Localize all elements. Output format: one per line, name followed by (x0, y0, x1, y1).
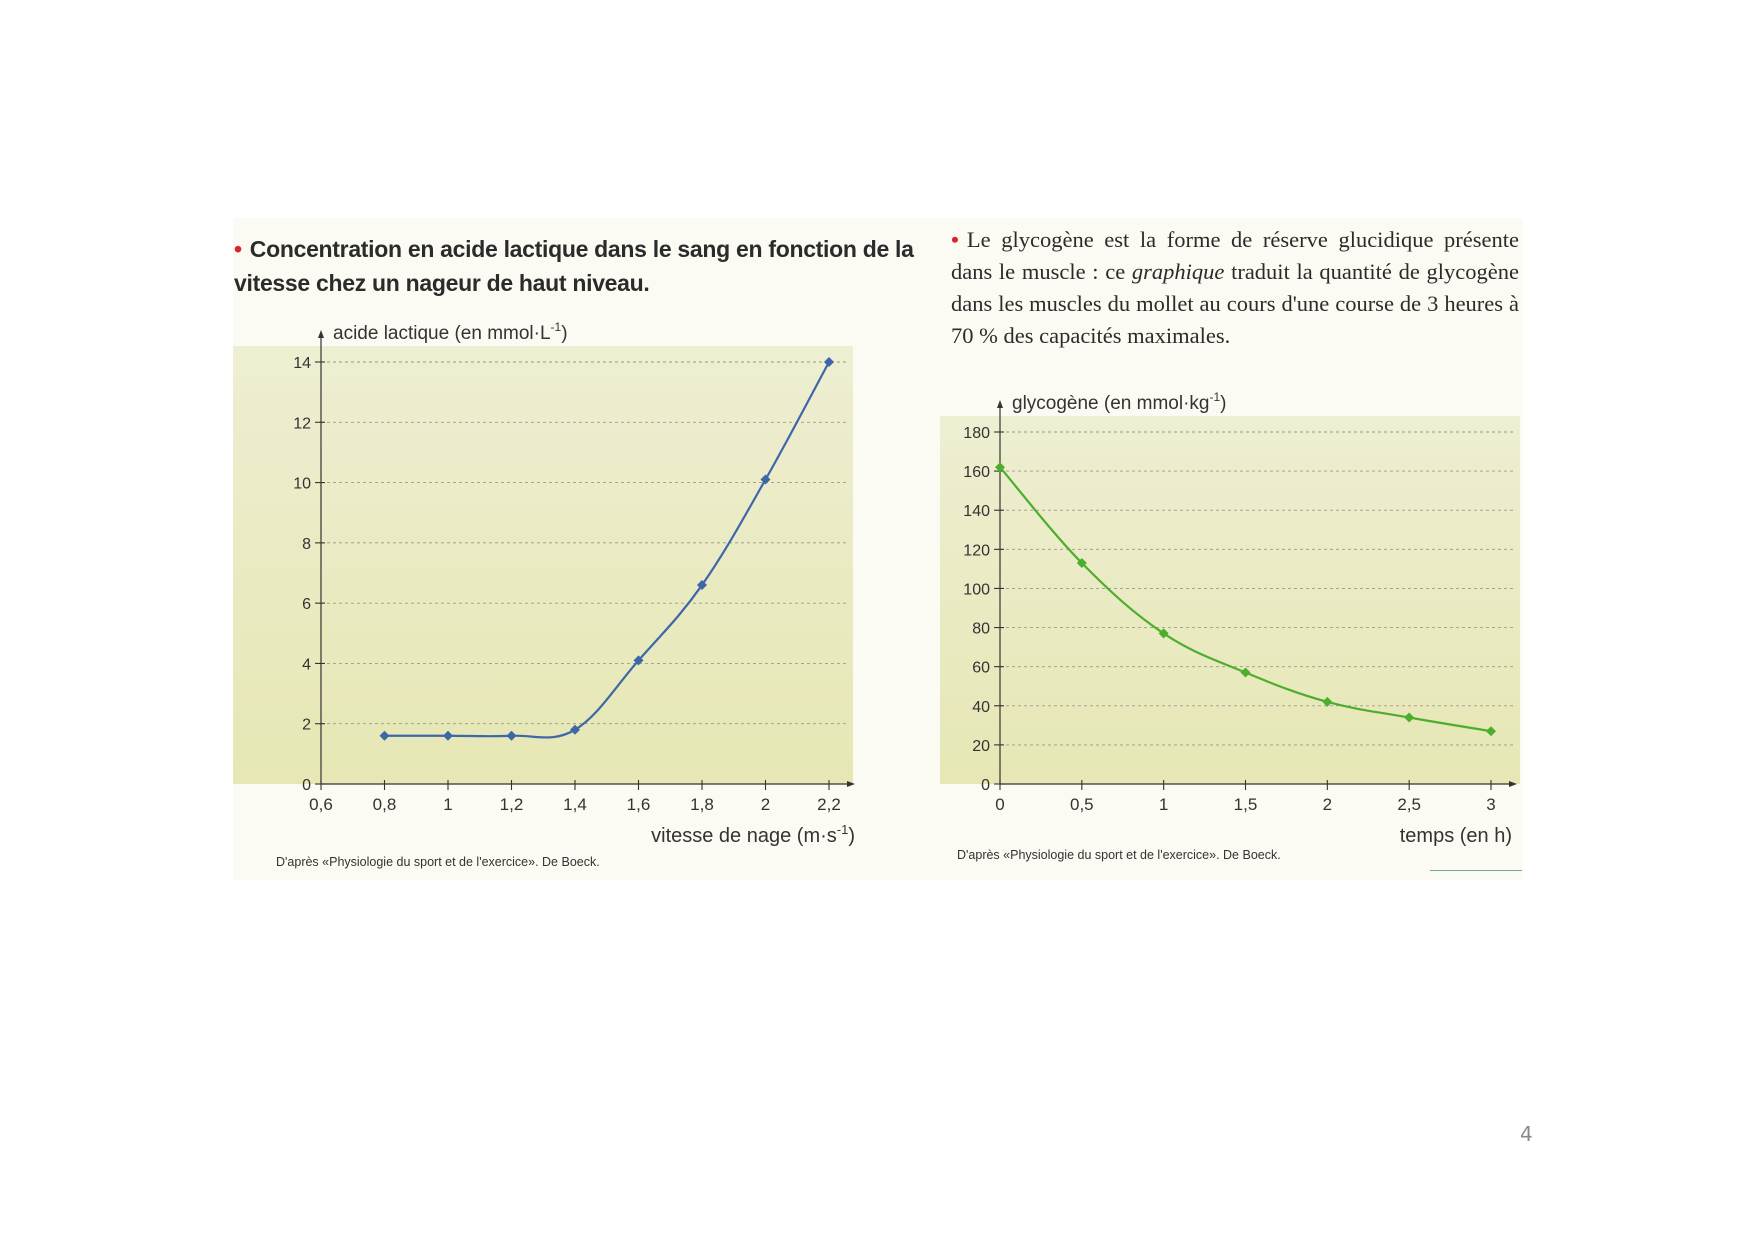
lactic-y-tick-label: 10 (293, 475, 311, 493)
lactic-y-tick-label: 0 (302, 777, 311, 794)
lactic-x-tick-label: 0,8 (372, 795, 397, 814)
glycogen-y-tick-label: 140 (963, 503, 990, 521)
right-panel-rule (1430, 870, 1522, 871)
lactic-x-tick-label: 1,2 (499, 795, 524, 814)
glycogen-x-tick-label: 1 (1158, 795, 1169, 814)
glycogen-y-tick-label: 120 (963, 542, 990, 560)
glycogen-y-tick-label: 60 (972, 659, 990, 677)
glycogen-chart (940, 218, 1520, 858)
right-title-emphasis: graphique (1131, 259, 1225, 284)
lactic-y-tick-label: 2 (302, 716, 311, 734)
left-title-bullet: • (234, 236, 242, 262)
right-title-bullet: • (951, 227, 959, 252)
lactic-y-tick-label: 12 (293, 415, 311, 433)
glycogen-y-axis-label: glycogène (en $mmol\cdot kg^{-1}$) (1012, 390, 1227, 414)
glycogen-x-tick-label: 2 (1322, 795, 1333, 814)
glycogen-x-tick-label: 0 (995, 795, 1005, 814)
right-source-note: D'après «Physiologie du sport et de l'exercice». De Boeck. (957, 848, 1281, 862)
glycogen-y-tick-label: 20 (972, 737, 990, 755)
lactic-x-tick-label: 0,6 (309, 795, 333, 814)
lactic-y-axis-arrow (318, 330, 324, 338)
glycogen-y-tick-label: 80 (972, 620, 990, 638)
lactic-y-axis-label: acide lactique (en $mmol\cdot L^{-1}$) (333, 320, 568, 344)
lactic-x-tick-label: 1,4 (563, 795, 587, 814)
glycogen-x-tick-label: 0,5 (1070, 795, 1094, 814)
glycogen-y-tick-label: 0 (981, 777, 990, 794)
glycogen-x-tick-label: 1,5 (1233, 795, 1258, 814)
left-title-text: Concentration en acide lactique dans le sang en fonction de la vitesse chez un nageur de haut niveau. (234, 236, 914, 296)
lactic-y-tick-label: 14 (293, 355, 311, 372)
glycogen-y-axis-arrow (997, 400, 1003, 408)
lactic-x-tick-label: 1 (443, 795, 453, 814)
lactic-x-tick-label: 1,6 (626, 795, 651, 814)
lactic-x-tick-label: 2 (760, 795, 771, 814)
lactic-y-tick-label: 8 (302, 535, 311, 553)
lactic-x-tick-label: 1,8 (690, 795, 714, 814)
glycogen-y-tick-label: 180 (963, 425, 990, 442)
page-number: 4 (1520, 1122, 1533, 1146)
lactic-x-axis-label: vitesse de nage $(m\cdot s^{-1})$ (651, 822, 855, 847)
right-title-text-part1: Le glycogène est la forme de réserve glucidique présente dans le muscle : ce (951, 227, 1519, 284)
lactic-x-tick-label: 2,2 (817, 795, 841, 814)
glycogen-x-tick-label: 3 (1486, 795, 1496, 814)
lactic-y-tick-label: 6 (302, 596, 311, 614)
lactic-y-tick-label: 4 (302, 656, 311, 674)
lactic-acid-chart (233, 218, 873, 858)
glycogen-y-tick-label: 100 (963, 581, 990, 599)
glycogen-y-tick-label: 40 (972, 698, 990, 716)
glycogen-x-axis-label: temps (en h) (1399, 825, 1512, 847)
lactic-plot-background (233, 346, 853, 784)
glycogen-y-tick-label: 160 (963, 464, 990, 482)
glycogen-x-tick-label: 2,5 (1397, 795, 1421, 814)
right-title-text-part2: traduit la quantité de glycogène dans les muscles du mollet au cours d'une course de 3 heures à 70 % des capacités maximales. (951, 259, 1519, 348)
left-source-note: D'après «Physiologie du sport et de l'exercice». De Boeck. (276, 855, 600, 869)
